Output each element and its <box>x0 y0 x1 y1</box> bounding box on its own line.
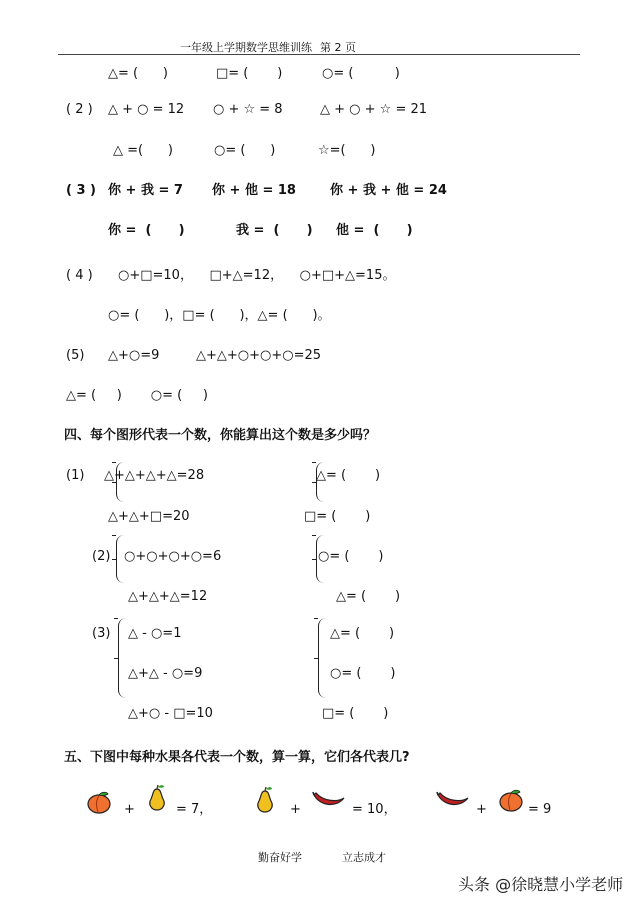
watermark: 头条 @徐晓慧小学老师 <box>458 875 624 894</box>
s4-p3-answer3: □= ( ) <box>322 706 389 721</box>
q5-eq1: △+○=9 <box>108 348 160 363</box>
s4-p2-answer2: △= ( ) <box>336 589 401 604</box>
s4-p2-answer1: ○= ( ) <box>318 549 384 564</box>
q3-answer1: 你 = ( ) <box>108 223 185 238</box>
s4-p2-eq2: △+△+△=12 <box>128 589 208 604</box>
s4-p3-right-brace <box>318 618 327 698</box>
pear-icon <box>254 786 276 814</box>
q2-answer3: ☆=( ) <box>318 143 376 158</box>
q5-eq2: △+△+○+○+○=25 <box>196 348 322 363</box>
s4-p1-label: (1) <box>66 468 85 483</box>
q5-answers: △= ( ) ○= ( ) <box>66 388 208 403</box>
q2-label: ( 2 ) <box>66 102 93 117</box>
s4-p1-eq1: △+△+△+△=28 <box>104 468 205 483</box>
q2-answer2: ○= ( ) <box>214 143 276 158</box>
s4-p1-eq2: △+△+□=20 <box>108 509 190 524</box>
q3-eq3: 你 + 我 + 他 = 24 <box>330 183 447 198</box>
s4-p3-eq2: △+△ - ○=9 <box>128 666 203 681</box>
s4-p3-label: (3) <box>92 626 111 641</box>
s4-p1-answer2: □= ( ) <box>304 509 371 524</box>
q3-label: ( 3 ) <box>66 183 96 198</box>
p1-answer-square: □= ( ) <box>216 66 283 81</box>
q3-eq1: 你 + 我 = 7 <box>108 183 183 198</box>
s4-p3-answer2: ○= ( ) <box>330 666 396 681</box>
header-page: 第 2 页 <box>320 41 356 54</box>
q3-eq2: 你 + 他 = 18 <box>212 183 296 198</box>
p1-answer-triangle: △= ( ) <box>108 66 168 81</box>
header-title: 一年级上学期数学思维训练 <box>180 41 312 54</box>
footer-right: 立志成才 <box>342 851 386 864</box>
banana-icon <box>436 790 470 810</box>
peach-icon <box>86 790 112 814</box>
q4-answers: ○= ( )，□= ( )，△= ( )。 <box>108 308 331 323</box>
s4-p2-eq1: ○+○+○+○=6 <box>124 549 222 564</box>
plus-sign-3: + <box>476 802 487 817</box>
equation2-result: = 10， <box>352 802 397 817</box>
q2-eq3: △ + ○ + ☆ = 21 <box>320 102 428 117</box>
s4-p1-answer1: △= ( ) <box>316 468 381 483</box>
p1-answer-circle: ○= ( ) <box>322 66 400 81</box>
section5-title: 五、下图中每种水果各代表一个数，算一算，它们各代表几? <box>64 750 410 765</box>
q2-answer1: △ =( ) <box>113 143 173 158</box>
s4-p2-label: (2) <box>92 549 111 564</box>
section4-title: 四、每个图形代表一个数，你能算出这个数是多少吗？ <box>64 428 377 443</box>
q4-equations: ○+□=10， □+△=12， ○+□+△=15。 <box>118 268 396 283</box>
s4-p3-left-brace <box>118 618 127 698</box>
s4-p3-answer1: △= ( ) <box>330 626 395 641</box>
equation3-result: = 9 <box>528 802 552 817</box>
q2-eq1: △ + ○ = 12 <box>108 102 185 117</box>
pear-icon <box>146 784 168 812</box>
q2-eq2: ○ + ☆ = 8 <box>213 102 283 117</box>
header-rule <box>58 54 580 55</box>
q4-label: ( 4 ) <box>66 268 93 283</box>
q5-label: (5) <box>66 348 85 363</box>
plus-sign-2: + <box>290 802 301 817</box>
peach-icon <box>498 788 524 812</box>
banana-icon <box>312 790 346 810</box>
q3-answer2: 我 = ( ) <box>236 223 313 238</box>
footer-left: 勤奋好学 <box>258 851 302 864</box>
s4-p3-eq1: △ - ○=1 <box>128 626 182 641</box>
s4-p3-eq3: △+○ - □=10 <box>128 706 213 721</box>
q3-answer3: 他 = ( ) <box>336 223 413 238</box>
plus-sign-1: + <box>124 802 135 817</box>
equation1-result: = 7， <box>176 802 213 817</box>
